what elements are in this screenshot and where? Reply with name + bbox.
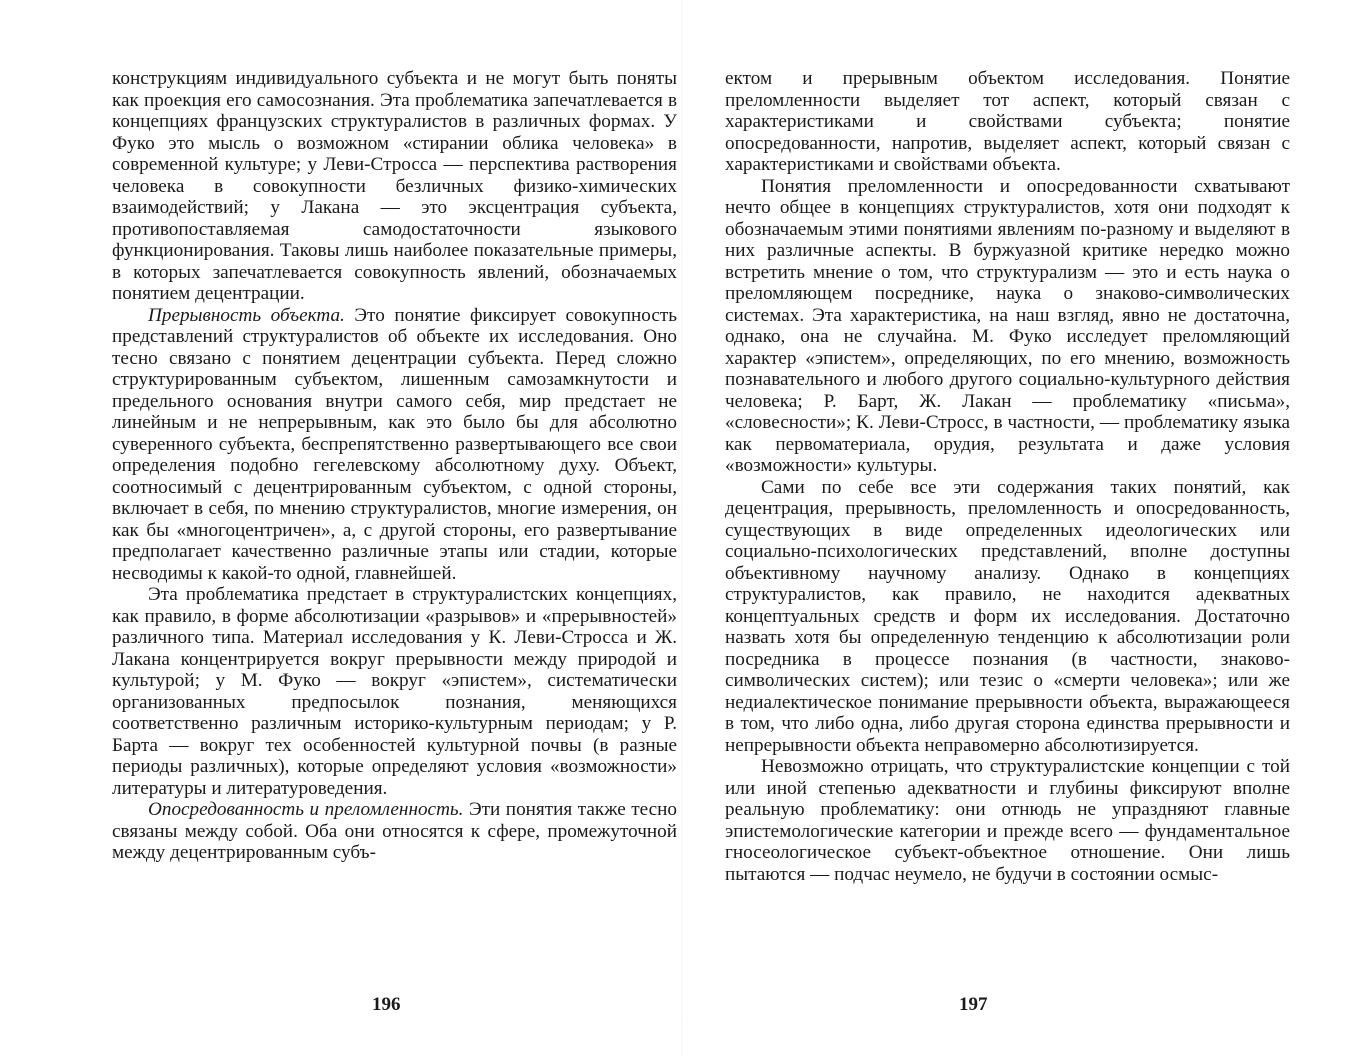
right-page-text-column — [725, 68, 1290, 885]
left-page-text-column — [112, 68, 677, 864]
paragraph — [112, 305, 677, 585]
paragraph: конструкциям индивидуального субъекта и не могут быть поняты как проекция его самосознания. Эта проблематика запечатлевается в концепциях французских структуралистов в различных формах. У Фуко это мысль о возможном «стирании облика человека» в современной культуре; у Леви-Стросса — перспектива растворения человека в совокупности безличных физико-химических взаимодействий; у Лакана — это эксцентрация субъекта, противопоставляемая самодостаточности языкового функционирования. Таковы лишь наиболее показательные примеры, в которых запечатлевается совокупность явлений, обозначаемых понятием децентрации. — [112, 68, 677, 304]
page-number: 197 — [959, 994, 988, 1015]
paragraph-heading: Прерывность объекта. — [148, 304, 345, 326]
page-number: 196 — [372, 994, 401, 1015]
paragraph: Невозможно отрицать, что структуралистские концепции с той или иной степенью адекватности и глубины фиксируют вполне реальную проблематику: они отнюдь не упраздняют главные эпистемологические категории и прежде всего — фундаментальное гносеологическое субъект-объектное отношение. Они лишь пытаются — подчас неумело, не будучи в состоянии осмыс- — [725, 756, 1290, 885]
paragraph — [112, 799, 677, 864]
paragraph: Сами по себе все эти содержания таких понятий, как децентрация, прерывность, преломленность и опосредованность, существующих в виде определенных идеологических или социально-психологических представлений, вполне доступны объективному научному анализу. Однако в концепциях структуралистов, как правило, не находится адекватных концептуальных средств и форм их исследования. Достаточно назвать хотя бы определенную тенденцию к абсолютизации роли посредника в процессе познания (в частности, знаково-символических систем); или тезис о «смерти человека»; или же недиалектическое понимание прерывности объекта, выражающееся в том, что либо одна, либо другая сторона единства прерывности и непрерывности объекта неправомерно абсолютизируется. — [725, 476, 1290, 756]
paragraph-body: Это понятие фиксирует совокупность представлений структуралистов об объекте их исследования. Оно тесно связано с понятием децентрации субъекта. Перед сложно структурированным субъектом, лишенным самозамкнутости и предельного основания внутри самого себя, мир предстает не линейным и не непрерывным, как это было бы для абсолютно суверенного субъекта, беспрепятственно развертывающего все свои определения подобно гегелевскому абсолютному духу. Объект, соотносимый с децентрированным субъектом, с одной стороны, включает в себя, по мнению структуралистов, многие измерения, он как бы «многоцентричен», а, с другой стороны, его развертывание предполагает качественно различные этапы или стадии, которые несводимы к какой-то одной, главнейшей. — [112, 304, 677, 584]
paragraph: Эта проблематика предстает в структуралистских концепциях, как правило, в форме абсолютизации «разрывов» и «прерывностей» различного типа. Материал исследования у К. Леви-Стросса и Ж. Лакана концентрируется вокруг прерывности между природой и культурой; у М. Фуко — вокруг «эпистем», систематически организованных предпосылок познания, меняющихся соответственно различным историко-культурным периодам; у Р. Барта — вокруг тех особенностей культурной почвы (в разные периоды различных), которые определяют условия «возможности» литературы и литературоведения. — [112, 584, 677, 799]
paragraph-body: Эти понятия также тесно связаны между собой. Оба они относятся к сфере, промежуточной между децентрированным субъ- — [112, 799, 677, 863]
paragraph: Понятия преломленности и опосредованности схватывают нечто общее в концепциях структуралистов, хотя они подходят к обозначаемым этими понятиями явлениям по-разному и выделяют в них различные аспекты. В буржуазной критике нередко можно встретить мнение о том, что структурализм — это и есть наука о преломляющем посреднике, наука о знаково-символических системах. Эта характеристика, на наш взгляд, явно не достаточна, однако, она не случайна. М. Фуко исследует преломляющий характер «эпистем», определяющих, по его мнению, возможность познавательного и любого другого социально-культурного действия человека; Р. Барт, Ж. Лакан — проблематику «письма», «словесности»; К. Леви-Стросс, в частности, — проблематику языка как первоматериала, орудия, результата и даже условия «возможности» культуры. — [725, 175, 1290, 476]
paragraph: ектом и прерывным объектом исследования. Понятие преломленности выделяет тот аспект, который связан с характеристиками и свойствами субъекта; понятие опосредованности, напротив, выделяет аспект, который связан с характеристиками и свойствами объекта. — [725, 68, 1290, 175]
paragraph-heading: Опосредованность и преломленность. — [148, 799, 464, 820]
right-page — [682, 0, 1364, 1056]
